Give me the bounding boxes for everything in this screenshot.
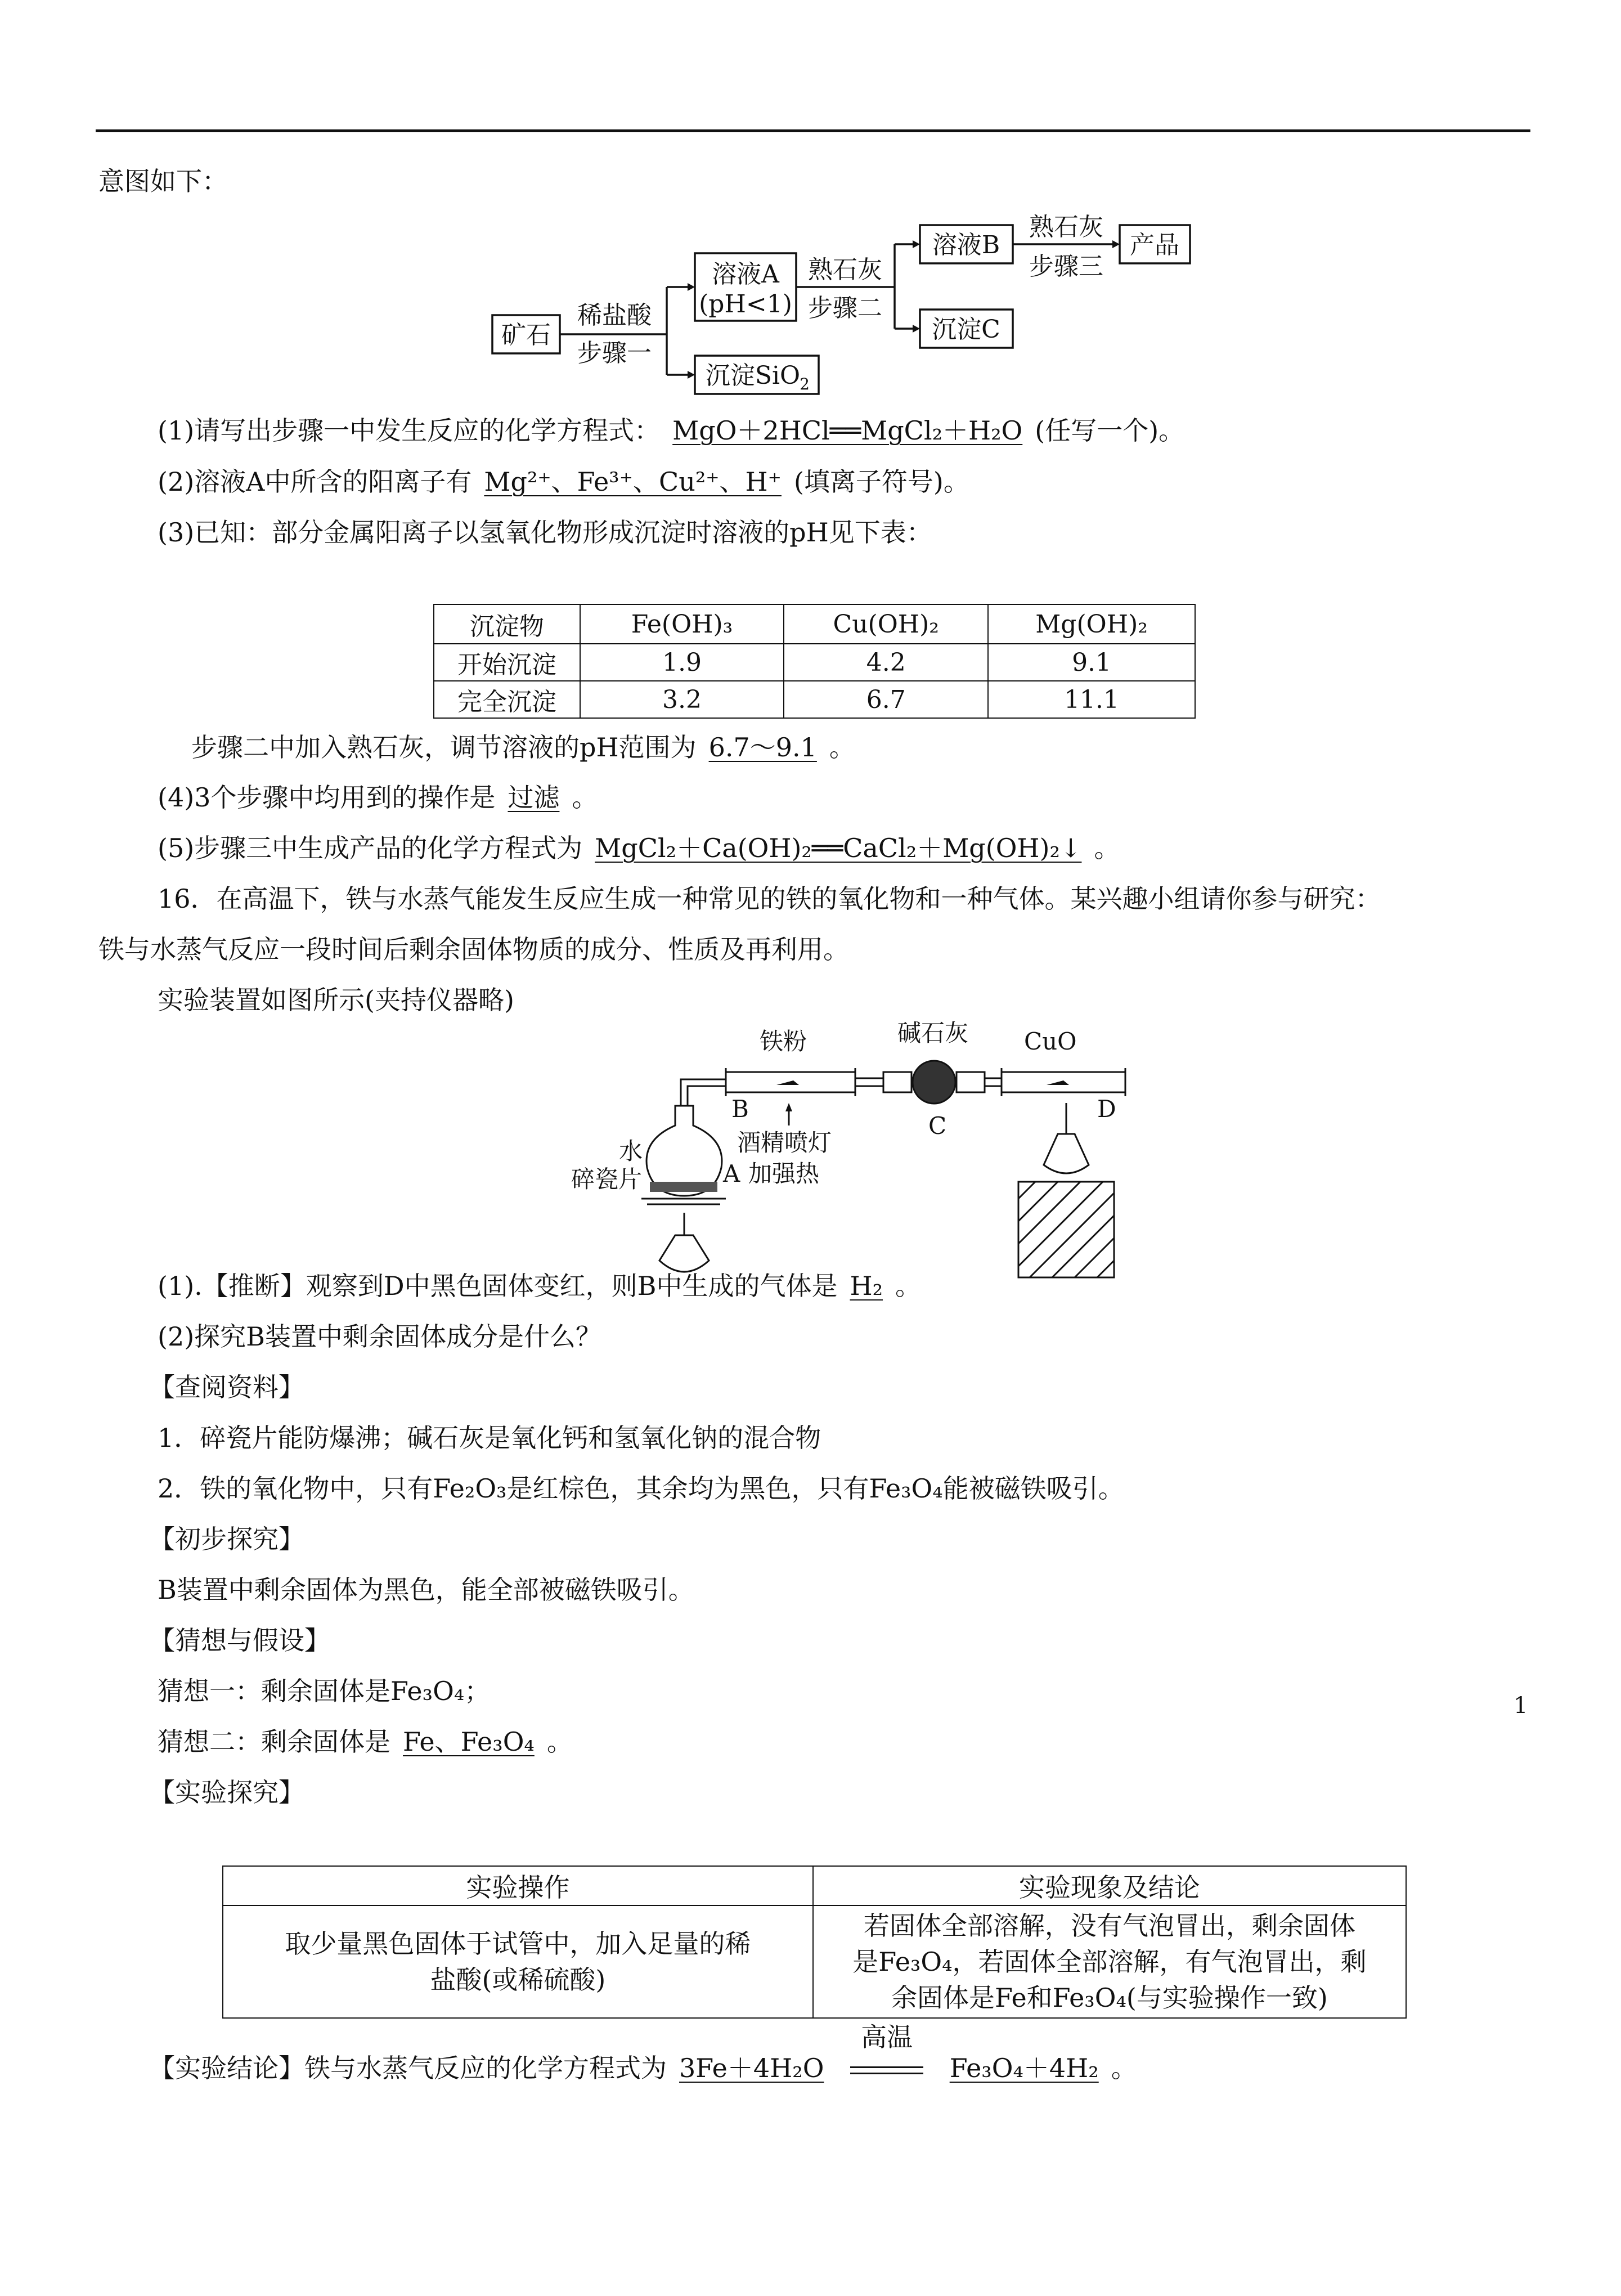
reference-2: 2．铁的氧化物中，只有Fe₂O₃是红棕色，其余均为黑色，只有Fe₃O₄能被磁铁吸引。 — [158, 1473, 1124, 1504]
conclusion — [149, 2022, 1137, 2085]
ph-cell: 6.7 — [784, 681, 988, 718]
solution-a-label: 溶液A — [712, 260, 779, 289]
ph-cell: 开始沉淀 — [434, 644, 580, 681]
lime1-label: 熟石灰 — [808, 255, 882, 284]
conclusion-answer-left: 3Fe＋4H₂O — [679, 2053, 824, 2083]
s1-suffix: 。 — [895, 1271, 922, 1301]
heat-label: 加强热 — [748, 1160, 820, 1187]
chips-label: 碎瓷片 — [571, 1165, 643, 1193]
q2-answer: Mg²⁺、Fe³⁺、Cu²⁺、H⁺ — [484, 467, 782, 497]
soda-lime-label: 碱石灰 — [897, 1019, 969, 1047]
solution-a-ph: (pH<1) — [699, 290, 792, 319]
q1-answer: MgO＋2HCl══MgCl₂＋H₂O — [672, 415, 1023, 446]
label-c: C — [928, 1112, 947, 1140]
heading-initial: 【初步探究】 — [149, 1524, 304, 1554]
ph-cell: 11.1 — [988, 681, 1195, 718]
q2-suffix: (填离子符号)。 — [793, 467, 969, 497]
q3b-prefix: 步骤二中加入熟石灰，调节溶液的pH范围为 — [191, 732, 697, 763]
guess2-suffix: 。 — [546, 1727, 573, 1757]
intro-text: 意图如下： — [98, 166, 228, 196]
q5-suffix: 。 — [1094, 833, 1120, 863]
heading-experiment: 【实验探究】 — [149, 1777, 304, 1808]
product-label: 产品 — [1130, 231, 1179, 259]
exp-op-line: 盐酸(或稀硫酸) — [430, 1965, 606, 1995]
heading-reference: 【查阅资料】 — [149, 1372, 304, 1402]
ph-header-cell: Mg(OH)₂ — [988, 604, 1195, 644]
lime2-label: 熟石灰 — [1029, 213, 1103, 241]
q2-prefix: (2)溶液A中所含的阳离子有 — [158, 467, 472, 497]
question-4 — [158, 781, 598, 814]
q5-prefix: (5)步骤三中生成产品的化学方程式为 — [158, 833, 583, 863]
ore-label: 矿石 — [501, 321, 551, 349]
page-number: 1 — [1514, 1693, 1528, 1719]
table-row — [434, 681, 1195, 718]
condition-equals — [845, 2022, 929, 2085]
s1-prefix: (1).【推断】观察到D中黑色固体变红，则B中生成的气体是 — [158, 1271, 838, 1301]
conclusion-suffix: 。 — [1111, 2053, 1137, 2083]
precipitate-sio2-label: 沉淀SiO — [705, 361, 801, 390]
q4-answer: 过滤 — [508, 782, 560, 813]
label-b: B — [731, 1095, 749, 1123]
question-3: (3)已知：部分金属阳离子以氢氧化物形成沉淀时溶液的pH见下表： — [158, 517, 932, 548]
problem16-line2: 铁与水蒸气反应一段时间后剩余固体物质的成分、性质及再利用。 — [98, 934, 849, 965]
sub-question-1 — [158, 1269, 921, 1303]
label-a: A — [723, 1160, 740, 1187]
reference-1: 1．碎瓷片能防爆沸；碱石灰是氧化钙和氢氧化钠的混合物 — [158, 1423, 821, 1453]
exp-res-line: 余固体是Fe和Fe₃O₄(与实验操作一致) — [891, 1983, 1328, 2013]
experiment-table — [222, 1866, 1407, 2019]
label-d: D — [1097, 1095, 1116, 1123]
precipitate-c-label: 沉淀C — [932, 315, 1000, 344]
iron-powder-label: 铁粉 — [760, 1028, 807, 1055]
q1-suffix: (任写一个)。 — [1035, 415, 1185, 446]
acid-label: 稀盐酸 — [577, 301, 652, 330]
sub-question-2: (2)探究B装置中剩余固体成分是什么？ — [158, 1321, 601, 1352]
table-row — [434, 644, 1195, 681]
q3b-suffix: 。 — [829, 732, 855, 763]
table-row — [223, 1905, 1406, 2018]
exp-header-cell: 实验操作 — [223, 1866, 813, 1905]
q1-prefix: (1)请写出步骤一中发生反应的化学方程式： — [158, 415, 661, 446]
initial-finding: B装置中剩余固体为黑色，能全部被磁铁吸引。 — [158, 1575, 694, 1605]
exp-res-line: 是Fe₃O₄，若固体全部溶解，有气泡冒出，剩 — [852, 1947, 1367, 1977]
guess-1: 猜想一：剩余固体是Fe₃O₄； — [158, 1676, 491, 1706]
water-label: 水 — [619, 1137, 643, 1165]
question-3b — [191, 730, 855, 764]
header-rule — [96, 129, 1530, 132]
ph-cell: 4.2 — [784, 644, 988, 681]
solution-b-label: 溶液B — [932, 231, 1000, 259]
exp-header-cell: 实验现象及结论 — [813, 1866, 1406, 1905]
lamp-label: 酒精喷灯 — [737, 1129, 832, 1156]
ph-cell: 9.1 — [988, 644, 1195, 681]
exp-operation-cell — [223, 1905, 813, 2018]
q5-answer: MgCl₂＋Ca(OH)₂══CaCl₂＋Mg(OH)₂↓ — [595, 833, 1082, 863]
step2-label: 步骤二 — [808, 294, 882, 322]
question-1 — [158, 414, 1184, 447]
ph-cell: 3.2 — [580, 681, 784, 718]
ph-cell: 完全沉淀 — [434, 681, 580, 718]
ph-header-cell: 沉淀物 — [434, 604, 580, 644]
s1-answer: H₂ — [850, 1271, 883, 1301]
conclusion-prefix: 铁与水蒸气反应的化学方程式为 — [304, 2053, 667, 2083]
guess2-prefix: 猜想二：剩余固体是 — [158, 1727, 390, 1757]
ph-header-cell: Cu(OH)₂ — [784, 604, 988, 644]
problem16-line3: 实验装置如图所示(夹持仪器略) — [158, 985, 514, 1015]
conclusion-label: 【实验结论】 — [149, 2053, 304, 2083]
question-5 — [158, 831, 1120, 865]
condition-label: 高温 — [861, 2022, 913, 2052]
q4-prefix: (4)3个步骤中均用到的操作是 — [158, 782, 496, 813]
conclusion-answer-right: Fe₃O₄＋4H₂ — [949, 2053, 1099, 2083]
heading-guess: 【猜想与假设】 — [149, 1625, 330, 1656]
exp-op-line: 取少量黑色固体于试管中，加入足量的稀 — [285, 1929, 751, 1959]
ph-header-cell: Fe(OH)₃ — [580, 604, 784, 644]
q4-suffix: 。 — [572, 782, 598, 813]
experiment-table-header — [223, 1866, 1406, 1905]
precipitate-sio2-sub: 2 — [800, 375, 810, 393]
step1-label: 步骤一 — [577, 339, 652, 367]
q3b-answer: 6.7～9.1 — [708, 732, 817, 763]
cuo-label: CuO — [1024, 1028, 1077, 1055]
exp-res-line: 若固体全部溶解，没有气泡冒出，剩余固体 — [863, 1911, 1355, 1941]
ph-table-header — [434, 604, 1195, 644]
apparatus-diagram — [563, 1019, 1153, 1283]
question-2 — [158, 465, 969, 499]
problem16-line1: 16．在高温下，铁与水蒸气能发生反应生成一种常见的铁的氧化物和一种气体。某兴趣小组请你参与研究： — [158, 884, 1381, 914]
ph-table — [433, 604, 1196, 719]
guess-2 — [158, 1725, 573, 1759]
ph-cell: 1.9 — [580, 644, 784, 681]
process-flow-diagram — [484, 208, 1204, 400]
step3-label: 步骤三 — [1029, 252, 1103, 281]
guess2-answer: Fe、Fe₃O₄ — [403, 1727, 535, 1757]
exp-result-cell — [813, 1905, 1406, 2018]
